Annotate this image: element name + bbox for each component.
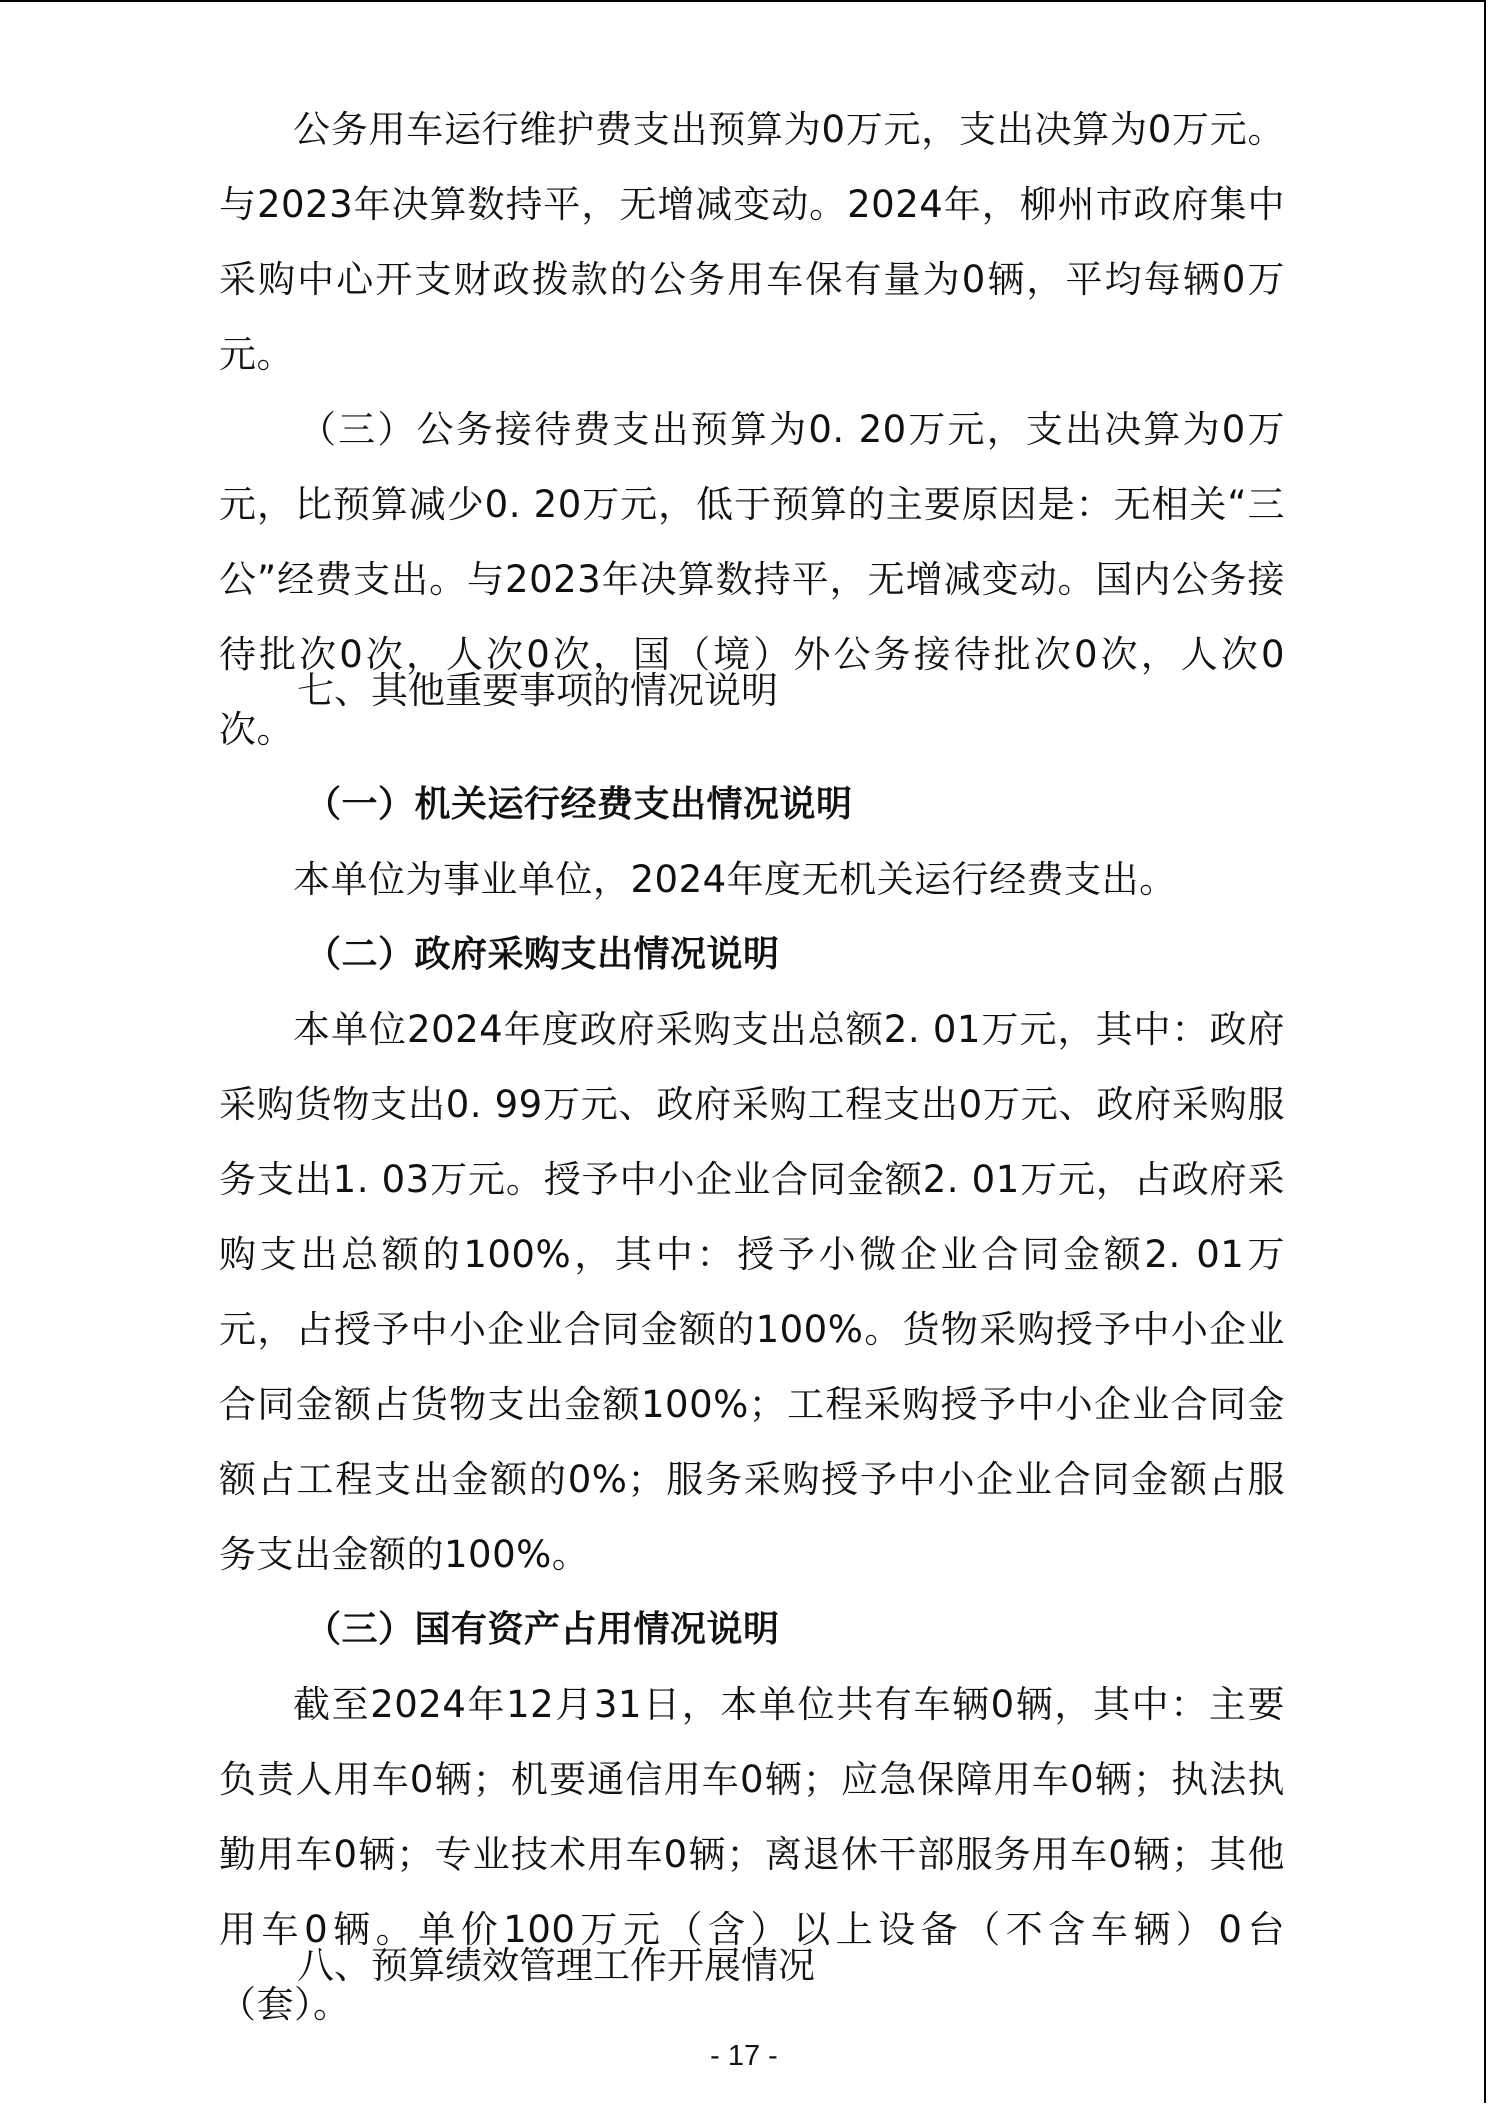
subsection-3-text: 截至2024年12月31日，本单位共有车辆0辆，其中：主要负责人用车0辆；机要通信用车0辆；应急保障用车0辆；执法执勤用车0辆；专业技术用车0辆；离退休干部服务用车0辆；其他用车0辆。单价100万元（含）以上设备（不含车辆）0台（套）。 xyxy=(219,1683,1285,2026)
paragraph-reception-expense: （三）公务接待费支出预算为0. 20万元，支出决算为0万元，比预算减少0. 20万元，低于预算的主要原因是：无相关“三公”经费支出。与2023年决算数持平，无增减变动。国内公务接待批次0次，人次0次，国（境）外公务接待批次0次，人次0次。 xyxy=(219,408,1285,751)
paragraph-vehicle-maintenance: 公务用车运行维护费支出预算为0万元，支出决算为0万元。与2023年决算数持平，无增减变动。2024年，柳州市政府集中采购中心开支财政拨款的公务用车保有量为0辆，平均每辆0万元。 xyxy=(219,108,1285,376)
subsection-3-title: （三）国有资产占用情况说明 xyxy=(305,1609,780,1650)
section-7-title: 七、其他重要事项的情况说明 xyxy=(297,669,778,712)
section-7-body xyxy=(219,767,1285,2042)
subsection-1-text: 本单位为事业单位，2024年度无机关运行经费支出。 xyxy=(293,858,1177,901)
page-number: - 17 - xyxy=(710,2040,778,2072)
subsection-1-title: （一）机关运行经费支出情况说明 xyxy=(305,784,853,825)
section-8-title: 八、预算绩效管理工作开展情况 xyxy=(297,1944,815,1987)
subsection-2-text: 本单位2024年度政府采购支出总额2. 01万元，其中：政府采购货物支出0. 99万元、政府采购工程支出0万元、政府采购服务支出1. 03万元。授予中小企业合同金额2. 01万元，占政府采购支出总额的100%，其中：授予小微企业合同金额2. 01万元，占授予中小企业合同金额的100%。货物采购授予中小企业合同金额占货物支出金额100%；工程采购授予中小企业合同金额占工程支出金额的0%；服务采购授予中小企业合同金额占服务支出金额的100%。 xyxy=(219,1008,1285,1576)
subsection-2-title: （二）政府采购支出情况说明 xyxy=(305,934,780,975)
